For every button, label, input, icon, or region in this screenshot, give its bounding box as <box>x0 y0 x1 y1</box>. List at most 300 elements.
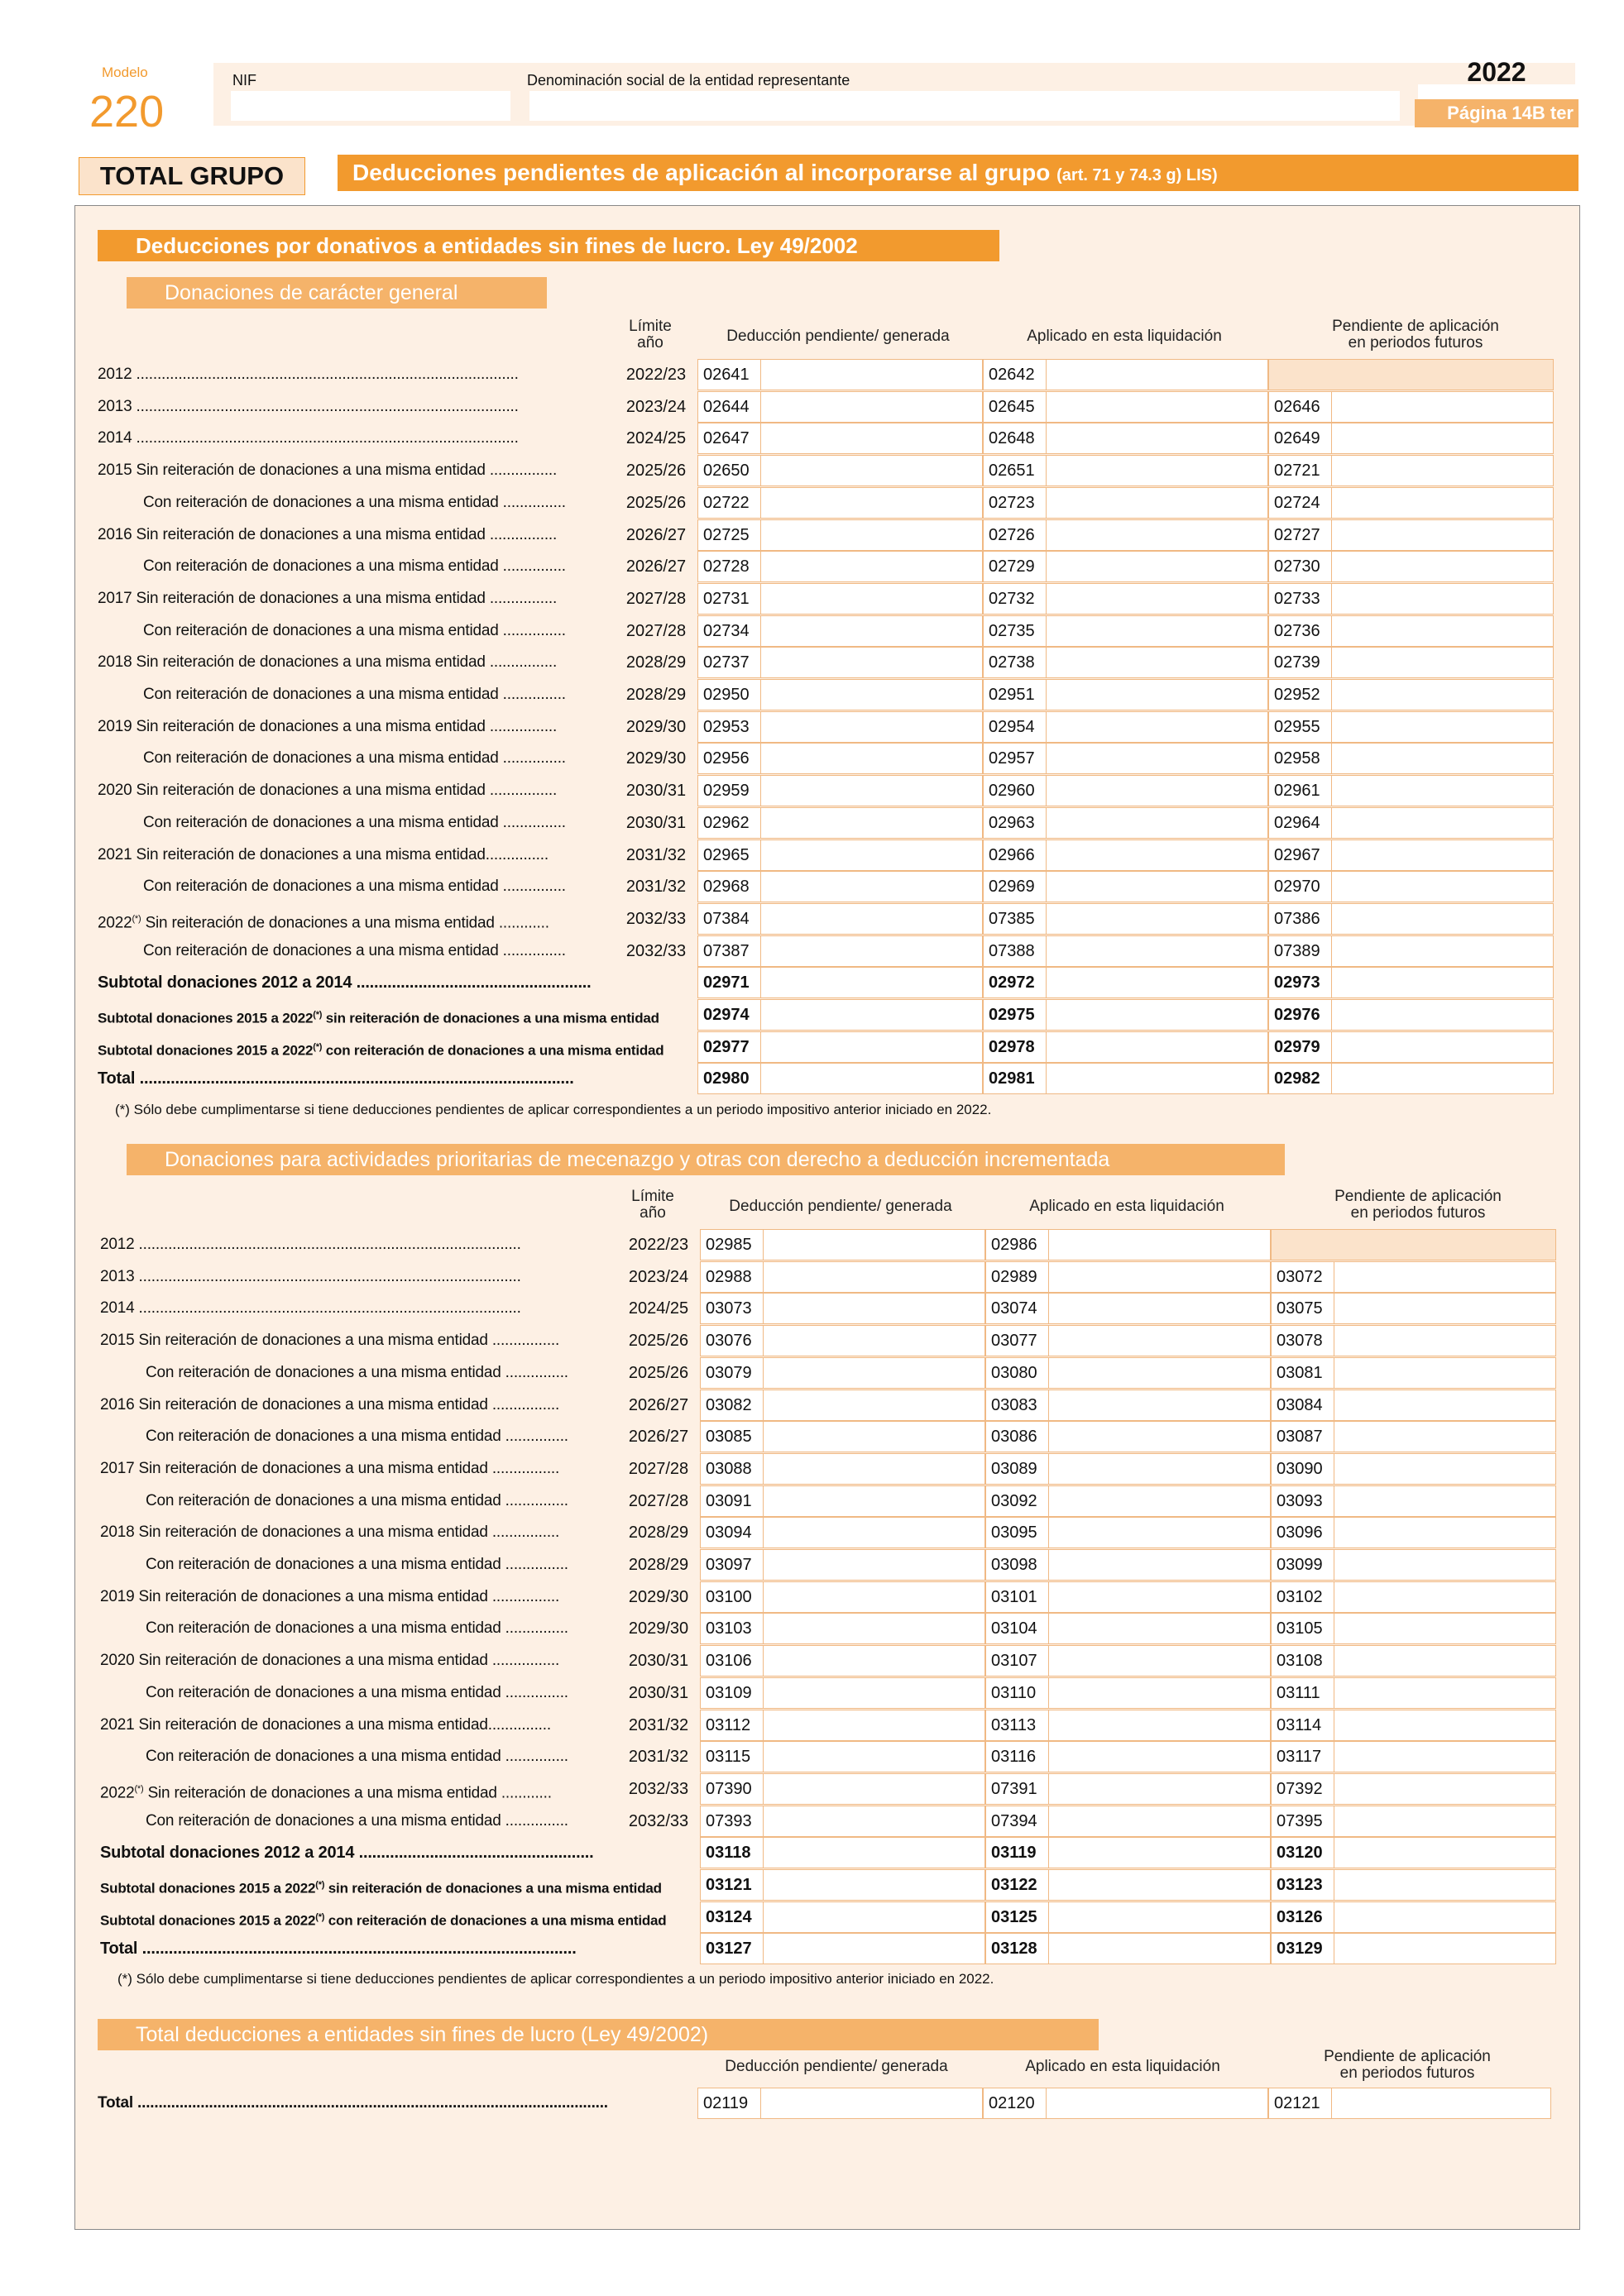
field-value[interactable] <box>1332 423 1553 453</box>
field-value[interactable] <box>1047 776 1267 806</box>
field-pendiente[interactable] <box>1271 1933 1556 1964</box>
field-value[interactable] <box>1049 1550 1270 1580</box>
field-value[interactable] <box>1047 360 1267 390</box>
field-pendiente[interactable] <box>1268 423 1554 454</box>
field-value[interactable] <box>1334 1326 1555 1356</box>
field-deduccion[interactable] <box>700 1357 985 1389</box>
field-value[interactable] <box>1334 1422 1555 1452</box>
field-value[interactable] <box>1332 616 1553 646</box>
field-value[interactable] <box>761 840 982 870</box>
field-value[interactable] <box>764 1550 984 1580</box>
field-aplicado[interactable] <box>985 1710 1271 1741</box>
field-value[interactable] <box>1049 1678 1270 1708</box>
field-value[interactable] <box>1049 1870 1270 1900</box>
field-value[interactable] <box>1047 744 1267 773</box>
field-pendiente[interactable] <box>1271 1613 1556 1644</box>
field-value[interactable] <box>1332 776 1553 806</box>
field-aplicado[interactable] <box>983 967 1268 998</box>
field-deduccion[interactable] <box>700 1613 985 1644</box>
field-aplicado[interactable] <box>985 1421 1271 1452</box>
field-aplicado[interactable] <box>983 1063 1268 1094</box>
field-aplicado[interactable] <box>983 423 1268 454</box>
field-value[interactable] <box>764 1358 984 1388</box>
field-aplicado[interactable] <box>985 1901 1271 1933</box>
field-value[interactable] <box>1049 1710 1270 1740</box>
field-value[interactable] <box>761 808 982 838</box>
field-aplicado[interactable] <box>985 1549 1271 1581</box>
field-pendiente[interactable] <box>1271 1421 1556 1452</box>
field-value[interactable] <box>1332 680 1553 710</box>
field-aplicado[interactable] <box>985 1741 1271 1772</box>
field-value[interactable] <box>1049 1582 1270 1612</box>
field-aplicado[interactable] <box>985 1453 1271 1485</box>
field-value[interactable] <box>761 488 982 518</box>
field-deduccion[interactable] <box>697 1031 983 1063</box>
field-deduccion[interactable] <box>697 487 983 519</box>
field-deduccion[interactable] <box>697 967 983 998</box>
field-value[interactable] <box>1049 1390 1270 1420</box>
field-value[interactable] <box>1334 1646 1555 1676</box>
field-value[interactable] <box>1047 712 1267 742</box>
field-value[interactable] <box>1332 1000 1553 1030</box>
field-value[interactable] <box>761 360 982 390</box>
field-deduccion[interactable] <box>700 1325 985 1356</box>
field-pendiente[interactable] <box>1271 1806 1556 1837</box>
field-code: 02974 <box>698 1000 761 1030</box>
field-aplicado[interactable] <box>985 1261 1271 1293</box>
row-label <box>146 1485 621 1517</box>
field-deduccion[interactable] <box>700 1581 985 1613</box>
denominacion-field[interactable] <box>529 91 1400 121</box>
field-pendiente[interactable] <box>1271 1485 1556 1517</box>
field-value[interactable] <box>761 423 982 453</box>
field-deduccion[interactable] <box>700 1390 985 1421</box>
field-value[interactable] <box>764 1486 984 1516</box>
field-value[interactable] <box>761 776 982 806</box>
field-pendiente[interactable] <box>1268 903 1554 935</box>
field-value[interactable] <box>1334 1806 1555 1836</box>
field-value[interactable] <box>1332 968 1553 997</box>
field-pendiente[interactable] <box>1268 647 1554 678</box>
field-value[interactable] <box>761 1000 982 1030</box>
field-value[interactable] <box>764 1710 984 1740</box>
field-pendiente[interactable] <box>1268 583 1554 615</box>
field-aplicado[interactable] <box>985 1293 1271 1324</box>
field-value[interactable] <box>1049 1358 1270 1388</box>
field-value[interactable] <box>764 1678 984 1708</box>
field-value[interactable] <box>761 712 982 742</box>
field-code: 07386 <box>1269 904 1332 934</box>
field-value[interactable] <box>1334 1390 1555 1420</box>
field-deduccion[interactable] <box>700 1645 985 1677</box>
field-value[interactable] <box>1334 1678 1555 1708</box>
field-value[interactable] <box>761 936 982 966</box>
field-value[interactable] <box>761 552 982 581</box>
field-value[interactable] <box>764 1422 984 1452</box>
field-value[interactable] <box>1049 1902 1270 1932</box>
field-pendiente[interactable] <box>1268 967 1554 998</box>
field-value[interactable] <box>1047 904 1267 934</box>
field-value[interactable] <box>1332 456 1553 486</box>
field-value[interactable] <box>1332 808 1553 838</box>
field-pendiente[interactable] <box>1271 1549 1556 1581</box>
field-value[interactable] <box>1047 680 1267 710</box>
field-deduccion[interactable] <box>700 1485 985 1517</box>
field-value[interactable] <box>1334 1262 1555 1292</box>
field-deduccion[interactable] <box>700 1710 985 1741</box>
field-value[interactable] <box>1332 1032 1553 1062</box>
field-value[interactable] <box>764 1454 984 1484</box>
field-value[interactable] <box>761 904 982 934</box>
field-value[interactable] <box>761 456 982 486</box>
row-label-text: 2020 Sin reiteración de donaciones a una misma entidad ................ <box>98 782 558 800</box>
field-pendiente[interactable] <box>1268 487 1554 519</box>
field-code: 03074 <box>986 1294 1049 1323</box>
field-pendiente[interactable] <box>1268 391 1554 423</box>
field-value[interactable] <box>1334 1454 1555 1484</box>
field-value[interactable] <box>764 1294 984 1323</box>
field-value[interactable] <box>1047 520 1267 550</box>
field-aplicado[interactable] <box>985 1229 1271 1260</box>
field-deduccion[interactable] <box>700 1869 985 1901</box>
field-value[interactable] <box>1049 1422 1270 1452</box>
field-pendiente[interactable] <box>1268 807 1554 839</box>
field-aplicado[interactable] <box>983 359 1268 390</box>
field-value[interactable] <box>1334 1710 1555 1740</box>
field-aplicado[interactable] <box>985 1325 1271 1356</box>
field-pendiente[interactable] <box>1268 743 1554 774</box>
field-pendiente[interactable] <box>1271 1293 1556 1324</box>
field-value[interactable] <box>1334 1870 1555 1900</box>
field-value[interactable] <box>1047 968 1267 997</box>
field-value[interactable] <box>761 1032 982 1062</box>
field-value[interactable] <box>764 1902 984 1932</box>
field-value[interactable] <box>1049 1742 1270 1772</box>
field-value[interactable] <box>761 392 982 422</box>
field-value[interactable] <box>1332 744 1553 773</box>
field-aplicado[interactable] <box>985 1806 1271 1837</box>
nif-field[interactable] <box>231 91 510 121</box>
field-value[interactable] <box>764 1614 984 1643</box>
field-value[interactable] <box>1332 1064 1553 1093</box>
field-value[interactable] <box>764 1390 984 1420</box>
field-aplicado[interactable] <box>983 583 1268 615</box>
field-value[interactable] <box>1049 1518 1270 1547</box>
field-value[interactable] <box>1047 648 1267 677</box>
field-value[interactable] <box>764 1870 984 1900</box>
field-value[interactable] <box>761 968 982 997</box>
field-aplicado[interactable] <box>985 1390 1271 1421</box>
field-value[interactable] <box>1332 2088 1550 2118</box>
row-label-text: Con reiteración de donaciones a una misma entidad ............... <box>143 557 566 576</box>
row-label <box>98 647 619 678</box>
field-pendiente[interactable] <box>1271 1645 1556 1677</box>
field-deduccion[interactable] <box>700 1773 985 1805</box>
field-deduccion[interactable] <box>697 551 983 582</box>
field-pendiente[interactable] <box>1271 1869 1556 1901</box>
field-aplicado[interactable] <box>983 519 1268 551</box>
field-pendiente[interactable] <box>1271 1390 1556 1421</box>
field-value[interactable] <box>1334 1518 1555 1547</box>
field-pendiente[interactable] <box>1271 1517 1556 1548</box>
field-deduccion[interactable] <box>697 743 983 774</box>
field-value[interactable] <box>1332 936 1553 966</box>
field-value[interactable] <box>1332 872 1553 902</box>
field-pendiente[interactable] <box>1268 999 1554 1031</box>
field-deduccion[interactable] <box>700 1229 985 1260</box>
field-aplicado[interactable] <box>983 743 1268 774</box>
field-deduccion[interactable] <box>697 583 983 615</box>
field-code: 02966 <box>984 840 1047 870</box>
field-value[interactable] <box>1047 392 1267 422</box>
field-deduccion[interactable] <box>697 615 983 647</box>
field-value[interactable] <box>764 1774 984 1804</box>
field-value[interactable] <box>1047 808 1267 838</box>
row-label-text: Con reiteración de donaciones a una misma entidad ............... <box>146 1619 568 1638</box>
field-deduccion[interactable] <box>700 1933 985 1964</box>
field-value[interactable] <box>761 1064 982 1093</box>
field-value[interactable] <box>1047 423 1267 453</box>
field-deduccion[interactable] <box>697 391 983 423</box>
field-deduccion[interactable] <box>697 711 983 743</box>
field-value[interactable] <box>1334 1614 1555 1643</box>
field-aplicado[interactable] <box>983 391 1268 423</box>
field-aplicado[interactable] <box>983 807 1268 839</box>
field-pendiente[interactable] <box>1271 1357 1556 1389</box>
field-deduccion[interactable] <box>697 871 983 902</box>
field-aplicado[interactable] <box>985 1357 1271 1389</box>
field-value[interactable] <box>1049 1454 1270 1484</box>
field-aplicado[interactable] <box>985 1933 1271 1964</box>
field-value[interactable] <box>764 1742 984 1772</box>
field-deduccion[interactable] <box>697 935 983 967</box>
field-value[interactable] <box>764 1230 984 1260</box>
field-value[interactable] <box>1047 840 1267 870</box>
field-value[interactable] <box>764 1934 984 1964</box>
field-deduccion[interactable] <box>697 359 983 390</box>
field-value[interactable] <box>1334 1774 1555 1804</box>
field-value[interactable] <box>1049 1486 1270 1516</box>
field-value[interactable] <box>1047 1000 1267 1030</box>
field-value[interactable] <box>761 744 982 773</box>
field-value[interactable] <box>1049 1838 1270 1868</box>
field-value[interactable] <box>1332 712 1553 742</box>
field-value[interactable] <box>764 1262 984 1292</box>
field-value[interactable] <box>764 1582 984 1612</box>
field-pendiente[interactable] <box>1271 1453 1556 1485</box>
field-aplicado[interactable] <box>983 999 1268 1031</box>
field-value[interactable] <box>1332 904 1553 934</box>
field-value[interactable] <box>1334 1934 1555 1964</box>
field-aplicado[interactable] <box>983 615 1268 647</box>
field-value[interactable] <box>1047 488 1267 518</box>
field-aplicado[interactable] <box>983 903 1268 935</box>
block3-total-aplicado[interactable] <box>983 2088 1268 2119</box>
field-value[interactable] <box>764 1326 984 1356</box>
field-value[interactable] <box>1332 520 1553 550</box>
field-code: 03087 <box>1272 1422 1334 1452</box>
field-pendiente[interactable] <box>1268 775 1554 806</box>
field-value[interactable] <box>1332 552 1553 581</box>
field-pendiente[interactable] <box>1268 1063 1554 1094</box>
field-deduccion[interactable] <box>700 1261 985 1293</box>
field-value[interactable] <box>1049 1646 1270 1676</box>
field-value[interactable] <box>1332 584 1553 614</box>
field-value[interactable] <box>1332 488 1553 518</box>
field-aplicado[interactable] <box>983 775 1268 806</box>
field-code: 02975 <box>984 1000 1047 1030</box>
field-aplicado[interactable] <box>985 1837 1271 1868</box>
field-deduccion[interactable] <box>700 1421 985 1452</box>
field-aplicado[interactable] <box>985 1517 1271 1548</box>
field-aplicado[interactable] <box>983 679 1268 710</box>
field-value[interactable] <box>1047 1064 1267 1093</box>
field-code: 02733 <box>1269 584 1332 614</box>
field-value[interactable] <box>1049 1774 1270 1804</box>
field-aplicado[interactable] <box>985 1645 1271 1677</box>
field-deduccion[interactable] <box>697 807 983 839</box>
field-value[interactable] <box>764 1646 984 1676</box>
field-value[interactable] <box>1334 1902 1555 1932</box>
field-deduccion[interactable] <box>700 1453 985 1485</box>
field-aplicado[interactable] <box>983 935 1268 967</box>
field-deduccion[interactable] <box>700 1677 985 1709</box>
field-deduccion[interactable] <box>697 679 983 710</box>
field-value[interactable] <box>1047 552 1267 581</box>
field-aplicado[interactable] <box>985 1581 1271 1613</box>
field-pendiente[interactable] <box>1271 1325 1556 1356</box>
field-pendiente[interactable] <box>1268 679 1554 710</box>
field-value[interactable] <box>764 1518 984 1547</box>
row-label <box>100 1390 621 1421</box>
field-aplicado[interactable] <box>985 1869 1271 1901</box>
field-value[interactable] <box>1332 392 1553 422</box>
field-pendiente[interactable] <box>1271 1581 1556 1613</box>
field-aplicado[interactable] <box>985 1485 1271 1517</box>
field-deduccion[interactable] <box>700 1901 985 1933</box>
field-value[interactable] <box>1049 1614 1270 1643</box>
field-value[interactable] <box>761 2088 982 2118</box>
field-value[interactable] <box>761 616 982 646</box>
field-value[interactable] <box>761 872 982 902</box>
field-pendiente[interactable] <box>1268 839 1554 871</box>
field-value[interactable] <box>1047 872 1267 902</box>
row-label <box>143 551 619 582</box>
field-aplicado[interactable] <box>983 711 1268 743</box>
field-value[interactable] <box>1047 584 1267 614</box>
field-value[interactable] <box>1047 1032 1267 1062</box>
field-value[interactable] <box>1049 1294 1270 1323</box>
field-aplicado[interactable] <box>983 1031 1268 1063</box>
field-value[interactable] <box>1047 936 1267 966</box>
field-value[interactable] <box>1334 1294 1555 1323</box>
field-value[interactable] <box>761 648 982 677</box>
field-pendiente[interactable] <box>1271 1901 1556 1933</box>
field-pendiente[interactable] <box>1268 551 1554 582</box>
field-pendiente[interactable] <box>1271 1677 1556 1709</box>
field-aplicado[interactable] <box>985 1613 1271 1644</box>
field-pendiente[interactable] <box>1268 871 1554 902</box>
field-deduccion[interactable] <box>697 775 983 806</box>
field-aplicado[interactable] <box>985 1773 1271 1805</box>
field-value[interactable] <box>1334 1838 1555 1868</box>
field-deduccion[interactable] <box>700 1517 985 1548</box>
field-value[interactable] <box>761 520 982 550</box>
field-value[interactable] <box>761 584 982 614</box>
field-value[interactable] <box>1334 1742 1555 1772</box>
field-pendiente[interactable] <box>1268 935 1554 967</box>
field-aplicado[interactable] <box>983 455 1268 486</box>
field-aplicado[interactable] <box>985 1677 1271 1709</box>
field-value[interactable] <box>1049 1806 1270 1836</box>
field-deduccion[interactable] <box>697 1063 983 1094</box>
field-pendiente[interactable] <box>1271 1837 1556 1868</box>
field-pendiente[interactable] <box>1271 1710 1556 1741</box>
field-value[interactable] <box>1047 456 1267 486</box>
field-deduccion[interactable] <box>700 1837 985 1868</box>
field-value[interactable] <box>1334 1550 1555 1580</box>
row-label <box>98 903 619 935</box>
field-deduccion[interactable] <box>700 1293 985 1324</box>
field-pendiente[interactable] <box>1271 1773 1556 1805</box>
field-deduccion[interactable] <box>700 1549 985 1581</box>
field-deduccion[interactable] <box>697 999 983 1031</box>
field-value[interactable] <box>1334 1358 1555 1388</box>
field-deduccion[interactable] <box>697 647 983 678</box>
row-limit-year: 2022/23 <box>628 1236 689 1254</box>
field-value[interactable] <box>1049 1934 1270 1964</box>
field-code: 03116 <box>986 1742 1049 1772</box>
field-value[interactable] <box>1049 1262 1270 1292</box>
field-value[interactable] <box>1332 840 1553 870</box>
field-deduccion[interactable] <box>700 1741 985 1772</box>
field-value[interactable] <box>1047 2088 1267 2118</box>
field-value[interactable] <box>1049 1230 1270 1260</box>
field-pendiente[interactable] <box>1268 1031 1554 1063</box>
field-deduccion[interactable] <box>697 903 983 935</box>
field-value[interactable] <box>1334 1582 1555 1612</box>
field-deduccion[interactable] <box>697 455 983 486</box>
field-value[interactable] <box>1332 648 1553 677</box>
field-aplicado[interactable] <box>983 839 1268 871</box>
field-pendiente[interactable] <box>1268 615 1554 647</box>
field-deduccion[interactable] <box>697 839 983 871</box>
block3-total-deduccion[interactable] <box>697 2088 983 2119</box>
field-aplicado[interactable] <box>983 871 1268 902</box>
field-value[interactable] <box>1334 1486 1555 1516</box>
field-value[interactable] <box>1047 616 1267 646</box>
field-pendiente[interactable] <box>1268 519 1554 551</box>
field-deduccion[interactable] <box>697 519 983 551</box>
field-aplicado[interactable] <box>983 647 1268 678</box>
row-label-text: 2013 ........................................................................................... <box>100 1267 521 1285</box>
field-value[interactable] <box>761 680 982 710</box>
field-pendiente[interactable] <box>1268 455 1554 486</box>
field-value[interactable] <box>764 1838 984 1868</box>
field-pendiente[interactable] <box>1268 711 1554 743</box>
field-deduccion[interactable] <box>697 423 983 454</box>
field-aplicado[interactable] <box>983 551 1268 582</box>
field-code: 03077 <box>986 1326 1049 1356</box>
field-value[interactable] <box>1049 1326 1270 1356</box>
field-value[interactable] <box>764 1806 984 1836</box>
field-pendiente[interactable] <box>1271 1741 1556 1772</box>
block3-total-pendiente[interactable] <box>1268 2088 1551 2119</box>
field-pendiente[interactable] <box>1271 1261 1556 1293</box>
field-deduccion[interactable] <box>700 1806 985 1837</box>
field-code: 02960 <box>984 776 1047 806</box>
field-aplicado[interactable] <box>983 487 1268 519</box>
